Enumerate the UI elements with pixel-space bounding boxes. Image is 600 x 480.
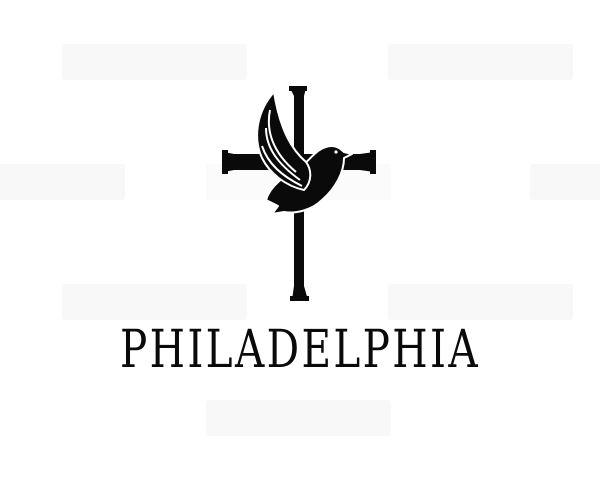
watermark-block bbox=[206, 400, 391, 436]
watermark-block bbox=[530, 164, 600, 200]
dove-cross-icon bbox=[218, 84, 382, 304]
brand-name: PHILADELPHIA bbox=[119, 320, 481, 380]
watermark-block bbox=[0, 164, 125, 200]
watermark-block bbox=[388, 44, 573, 80]
watermark-block bbox=[62, 44, 247, 80]
